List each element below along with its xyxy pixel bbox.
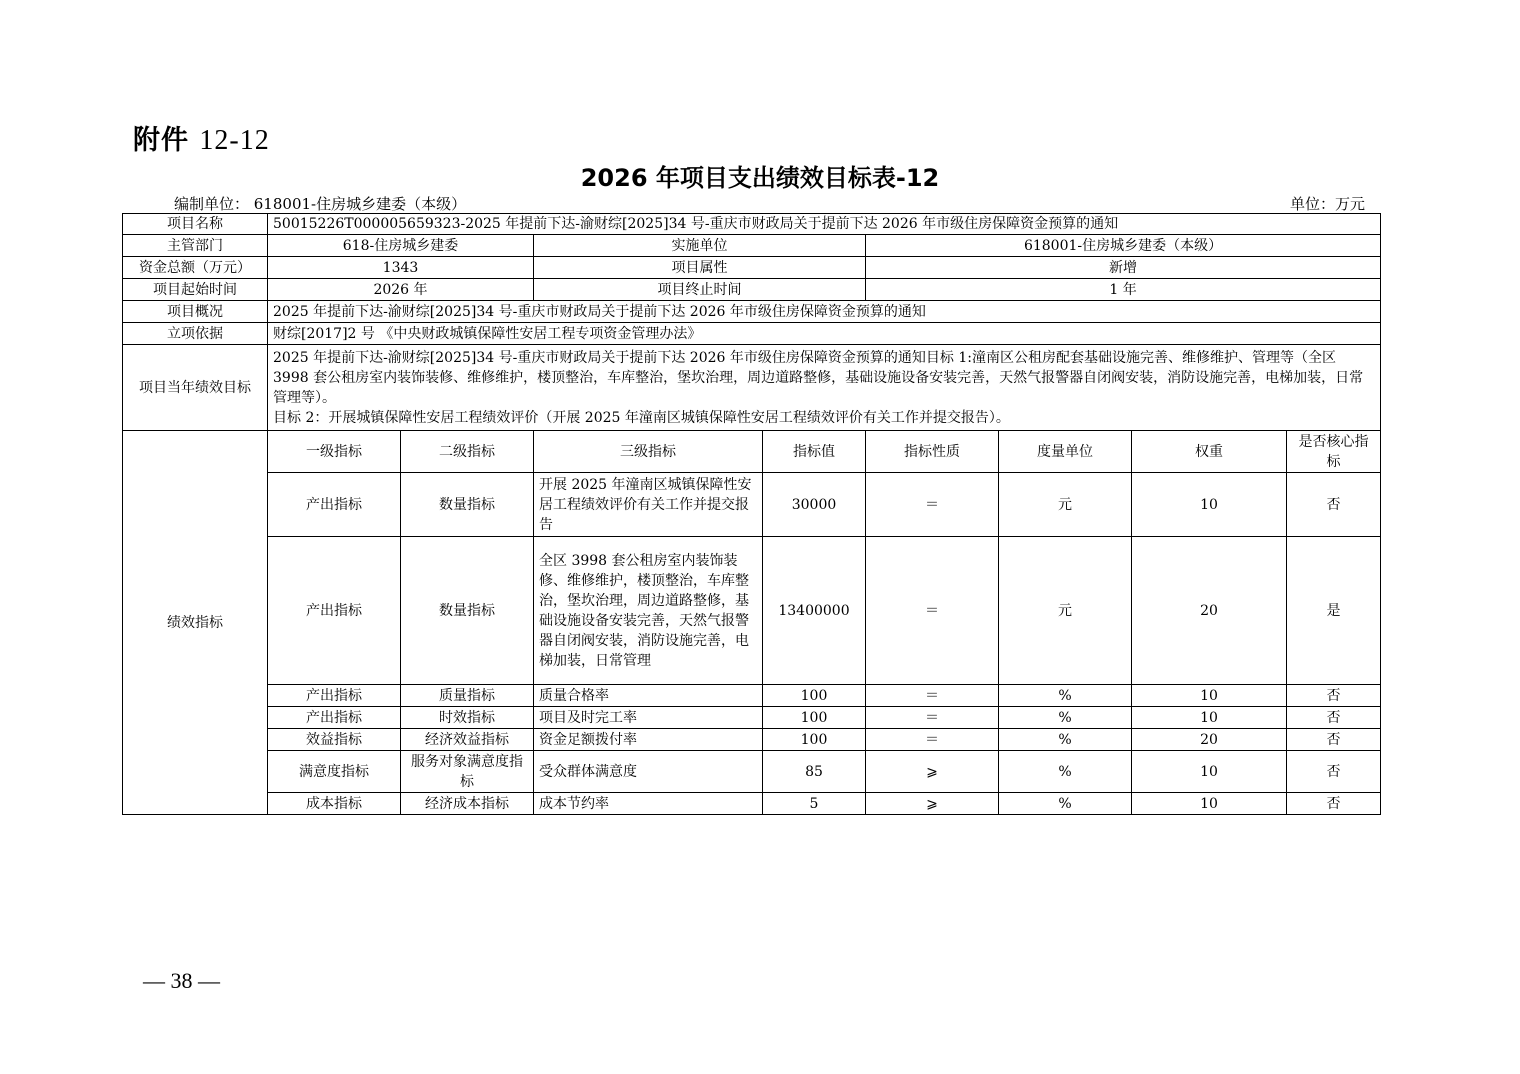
core-cell: 否 <box>1287 473 1381 537</box>
level1-cell: 成本指标 <box>268 793 401 815</box>
dept-value: 618-住房城乡建委 <box>268 235 534 257</box>
nature-cell: ⩾ <box>866 793 999 815</box>
core-cell: 否 <box>1287 685 1381 707</box>
attachment-text: 附件 <box>133 125 189 156</box>
value-cell: 100 <box>763 685 866 707</box>
value-cell: 13400000 <box>763 537 866 685</box>
funds-value: 1343 <box>268 257 534 279</box>
unit-cell: % <box>999 729 1132 751</box>
table-row <box>123 751 1381 793</box>
dept-label: 主管部门 <box>123 235 268 257</box>
row-funds <box>123 257 1381 279</box>
goal-target-1: 2025 年提前下达-渝财综[2025]34 号-重庆市财政局关于提前下达 2026 年市级住房保障资金预算的通知目标 1:潼南区公租房配套基础设施完善、维修维护、管理等（全区 3998 套公租房室内装饰装修、维修维护，楼顶整治，车库整治，堡坎治理，周边道路整修，基础设施设备安装完善，天然气报警器自闭阀安装，消防设施完善，电梯加装，日常管理等）。 <box>273 349 1364 406</box>
level2-cell: 经济成本指标 <box>401 793 534 815</box>
level3-cell: 受众群体满意度 <box>534 751 763 793</box>
unit-cell: 元 <box>999 473 1132 537</box>
table-row <box>123 793 1381 815</box>
core-cell: 是 <box>1287 537 1381 685</box>
level1-cell: 产出指标 <box>268 537 401 685</box>
end-label: 项目终止时间 <box>534 279 866 301</box>
compiling-unit: 编制单位： 618001-住房城乡建委（本级） <box>174 195 467 213</box>
attachment-label <box>133 118 270 157</box>
level2-cell: 数量指标 <box>401 537 534 685</box>
basis-value: 财综[2017]2 号 《中央财政城镇保障性安居工程专项资金管理办法》 <box>268 323 1381 345</box>
header-weight: 权重 <box>1132 431 1287 473</box>
level3-cell: 项目及时完工率 <box>534 707 763 729</box>
performance-goal-table <box>122 213 1381 815</box>
table-row <box>123 729 1381 751</box>
row-period <box>123 279 1381 301</box>
value-cell: 5 <box>763 793 866 815</box>
funds-label: 资金总额（万元） <box>123 257 268 279</box>
goal-label: 项目当年绩效目标 <box>123 345 268 431</box>
row-department <box>123 235 1381 257</box>
core-cell: 否 <box>1287 729 1381 751</box>
value-cell: 100 <box>763 729 866 751</box>
page-title: 2026 年项目支出绩效目标表-12 <box>580 164 940 192</box>
header-level2: 二级指标 <box>401 431 534 473</box>
nature-cell: ＝ <box>866 729 999 751</box>
nature-cell: ⩾ <box>866 751 999 793</box>
header-value: 指标值 <box>763 431 866 473</box>
header-level3: 三级指标 <box>534 431 763 473</box>
table-row <box>123 685 1381 707</box>
level3-cell: 质量合格率 <box>534 685 763 707</box>
header-nature: 指标性质 <box>866 431 999 473</box>
core-cell: 否 <box>1287 751 1381 793</box>
nature-cell: ＝ <box>866 707 999 729</box>
overview-value: 2025 年提前下达-渝财综[2025]34 号-重庆市财政局关于提前下达 2026 年市级住房保障资金预算的通知 <box>268 301 1381 323</box>
weight-cell: 20 <box>1132 537 1287 685</box>
unit-cell: 元 <box>999 537 1132 685</box>
level2-cell: 服务对象满意度指标 <box>401 751 534 793</box>
overview-label: 项目概况 <box>123 301 268 323</box>
project-name-value: 50015226T000005659323-2025 年提前下达-渝财综[2025]34 号-重庆市财政局关于提前下达 2026 年市级住房保障资金预算的通知 <box>268 214 1381 235</box>
level2-cell: 数量指标 <box>401 473 534 537</box>
attr-value: 新增 <box>866 257 1381 279</box>
attachment-number: 12-12 <box>199 125 270 156</box>
level3-cell: 全区 3998 套公租房室内装饰装修、维修维护，楼顶整治，车库整治，堡坎治理，周边道路整修，基础设施设备安装完善，天然气报警器自闭阀安装，消防设施完善，电梯加装，日常管理 <box>534 537 763 685</box>
level1-cell: 效益指标 <box>268 729 401 751</box>
attr-label: 项目属性 <box>534 257 866 279</box>
row-overview <box>123 301 1381 323</box>
page-number: — 38 — <box>143 968 220 993</box>
impl-value: 618001-住房城乡建委（本级） <box>866 235 1381 257</box>
unit-cell: % <box>999 707 1132 729</box>
weight-cell: 10 <box>1132 707 1287 729</box>
level2-cell: 质量指标 <box>401 685 534 707</box>
weight-cell: 10 <box>1132 473 1287 537</box>
header-core: 是否核心指标 <box>1287 431 1381 473</box>
impl-label: 实施单位 <box>534 235 866 257</box>
level3-cell: 开展 2025 年潼南区城镇保障性安居工程绩效评价有关工作并提交报告 <box>534 473 763 537</box>
core-cell: 否 <box>1287 793 1381 815</box>
nature-cell: ＝ <box>866 537 999 685</box>
nature-cell: ＝ <box>866 685 999 707</box>
end-value: 1 年 <box>866 279 1381 301</box>
currency-unit: 单位：万元 <box>1290 195 1366 213</box>
level1-cell: 产出指标 <box>268 707 401 729</box>
value-cell: 85 <box>763 751 866 793</box>
level2-cell: 时效指标 <box>401 707 534 729</box>
row-annual-goal <box>123 345 1381 431</box>
core-cell: 否 <box>1287 707 1381 729</box>
indicators-section-label: 绩效指标 <box>123 431 268 815</box>
row-project-name <box>123 214 1381 235</box>
unit-cell: % <box>999 751 1132 793</box>
weight-cell: 10 <box>1132 793 1287 815</box>
goal-target-2: 目标 2：开展城镇保障性安居工程绩效评价（开展 2025 年潼南区城镇保障性安居工程绩效评价有关工作并提交报告）。 <box>273 409 1010 426</box>
indicator-header-row <box>123 431 1381 473</box>
project-name-label: 项目名称 <box>123 214 268 235</box>
level1-cell: 产出指标 <box>268 685 401 707</box>
table-row <box>123 537 1381 685</box>
goal-value <box>268 345 1381 431</box>
value-cell: 30000 <box>763 473 866 537</box>
header-level1: 一级指标 <box>268 431 401 473</box>
unit-cell: % <box>999 793 1132 815</box>
row-basis <box>123 323 1381 345</box>
nature-cell: ＝ <box>866 473 999 537</box>
level3-cell: 成本节约率 <box>534 793 763 815</box>
value-cell: 100 <box>763 707 866 729</box>
unit-cell: % <box>999 685 1132 707</box>
level1-cell: 满意度指标 <box>268 751 401 793</box>
header-unit: 度量单位 <box>999 431 1132 473</box>
weight-cell: 10 <box>1132 751 1287 793</box>
level1-cell: 产出指标 <box>268 473 401 537</box>
basis-label: 立项依据 <box>123 323 268 345</box>
level2-cell: 经济效益指标 <box>401 729 534 751</box>
level3-cell: 资金足额拨付率 <box>534 729 763 751</box>
weight-cell: 20 <box>1132 729 1287 751</box>
table-row <box>123 473 1381 537</box>
table-row <box>123 707 1381 729</box>
start-value: 2026 年 <box>268 279 534 301</box>
weight-cell: 10 <box>1132 685 1287 707</box>
start-label: 项目起始时间 <box>123 279 268 301</box>
